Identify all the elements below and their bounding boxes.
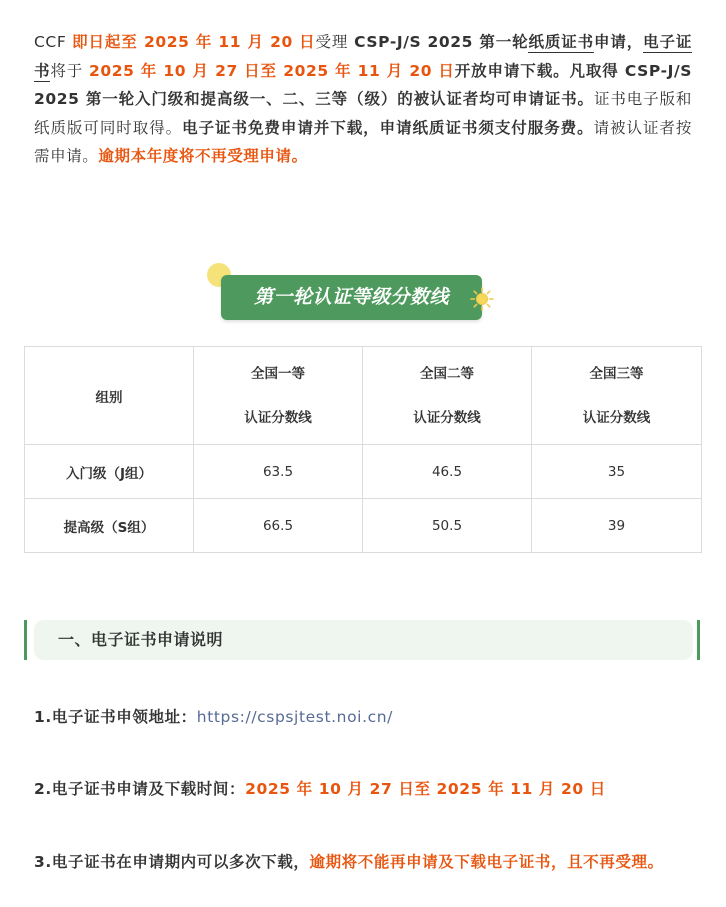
intro-highlight: 2025 年 10 月 27 日至 2025 年 11 月 20 日 — [88, 61, 455, 80]
table-row-label: 入门级（J组） — [25, 445, 194, 499]
header-line: 认证分数线 — [413, 409, 481, 426]
intro-bold: CSP-J/S 2025 — [354, 33, 480, 51]
sun-icon — [469, 286, 495, 312]
item-warning: 逾期将不能再申请及下载电子证书，且不再受理。 — [309, 853, 664, 871]
header-line: 全国一等 — [251, 365, 305, 382]
table-row — [25, 499, 702, 553]
badge-title: 第一轮认证等级分数线 — [221, 275, 482, 320]
table-cell: 39 — [532, 499, 702, 553]
intro-text: 将于 — [50, 61, 89, 80]
header-line: 认证分数线 — [582, 409, 651, 426]
intro-bold: 第一轮 — [479, 33, 529, 51]
table-row-label: 提高级（S组） — [25, 499, 194, 553]
item-date-range: 2025 年 10 月 27 日至 2025 年 11 月 20 日 — [245, 780, 606, 798]
table-cell: 63.5 — [194, 445, 363, 499]
table-header-cell — [363, 347, 532, 445]
table-cell: 46.5 — [363, 445, 532, 499]
header-line: 全国三等 — [589, 365, 644, 382]
score-table — [24, 346, 702, 553]
header-line: 认证分数线 — [244, 409, 312, 426]
section-badge — [206, 262, 496, 324]
intro-text: CCF — [34, 33, 73, 51]
table-header-cell — [194, 347, 363, 445]
item-label: 2.电子证书申请及下载时间： — [34, 780, 246, 798]
table-header-row — [25, 347, 702, 445]
header-line: 全国二等 — [420, 365, 474, 382]
table-cell: 35 — [532, 445, 702, 499]
table-cell: 50.5 — [363, 499, 532, 553]
item-label: 1.电子证书申领地址： — [34, 708, 197, 726]
table-row — [25, 445, 702, 499]
intro-text: 证书电子版和纸质版可同时取得。 — [34, 90, 692, 137]
list-item — [34, 775, 694, 804]
list-item — [34, 848, 694, 877]
intro-bold: 凡取得 CSP-J/S 2025 第一轮入门级和提高级一、二、三等（级）的被认证者均可申请证书。 — [34, 61, 693, 109]
apply-url-link[interactable]: https://cspsjtest.noi.cn/ — [196, 708, 393, 726]
section-title: 一、电子证书申请说明 — [34, 620, 693, 660]
intro-underline: 纸质证书 — [528, 33, 594, 51]
intro-text: 受理 — [315, 33, 355, 51]
intro-highlight: 逾期本年度将不再受理申请。 — [98, 147, 308, 166]
intro-underline: 电子证书 — [34, 33, 692, 80]
intro-bold: 电子证书免费申请并下载，申请纸质证书须支付服务费。 — [182, 118, 594, 137]
intro-text: 请被认证者按需申请。 — [34, 118, 692, 166]
table-header-cell — [532, 347, 702, 445]
intro-highlight: 即日起至 2025 年 11 月 20 日 — [72, 33, 316, 51]
table-header-cell: 组别 — [25, 347, 194, 445]
item-label: 3.电子证书在申请期内可以多次下载， — [34, 853, 310, 871]
list-item — [34, 703, 694, 732]
section-accent-bar — [24, 620, 27, 660]
table-cell: 66.5 — [194, 499, 363, 553]
intro-bold: 开放申请下载。 — [454, 61, 570, 80]
intro-bold: 申请， — [594, 33, 644, 51]
intro-paragraph — [34, 28, 692, 171]
section-accent-bar — [697, 620, 700, 660]
